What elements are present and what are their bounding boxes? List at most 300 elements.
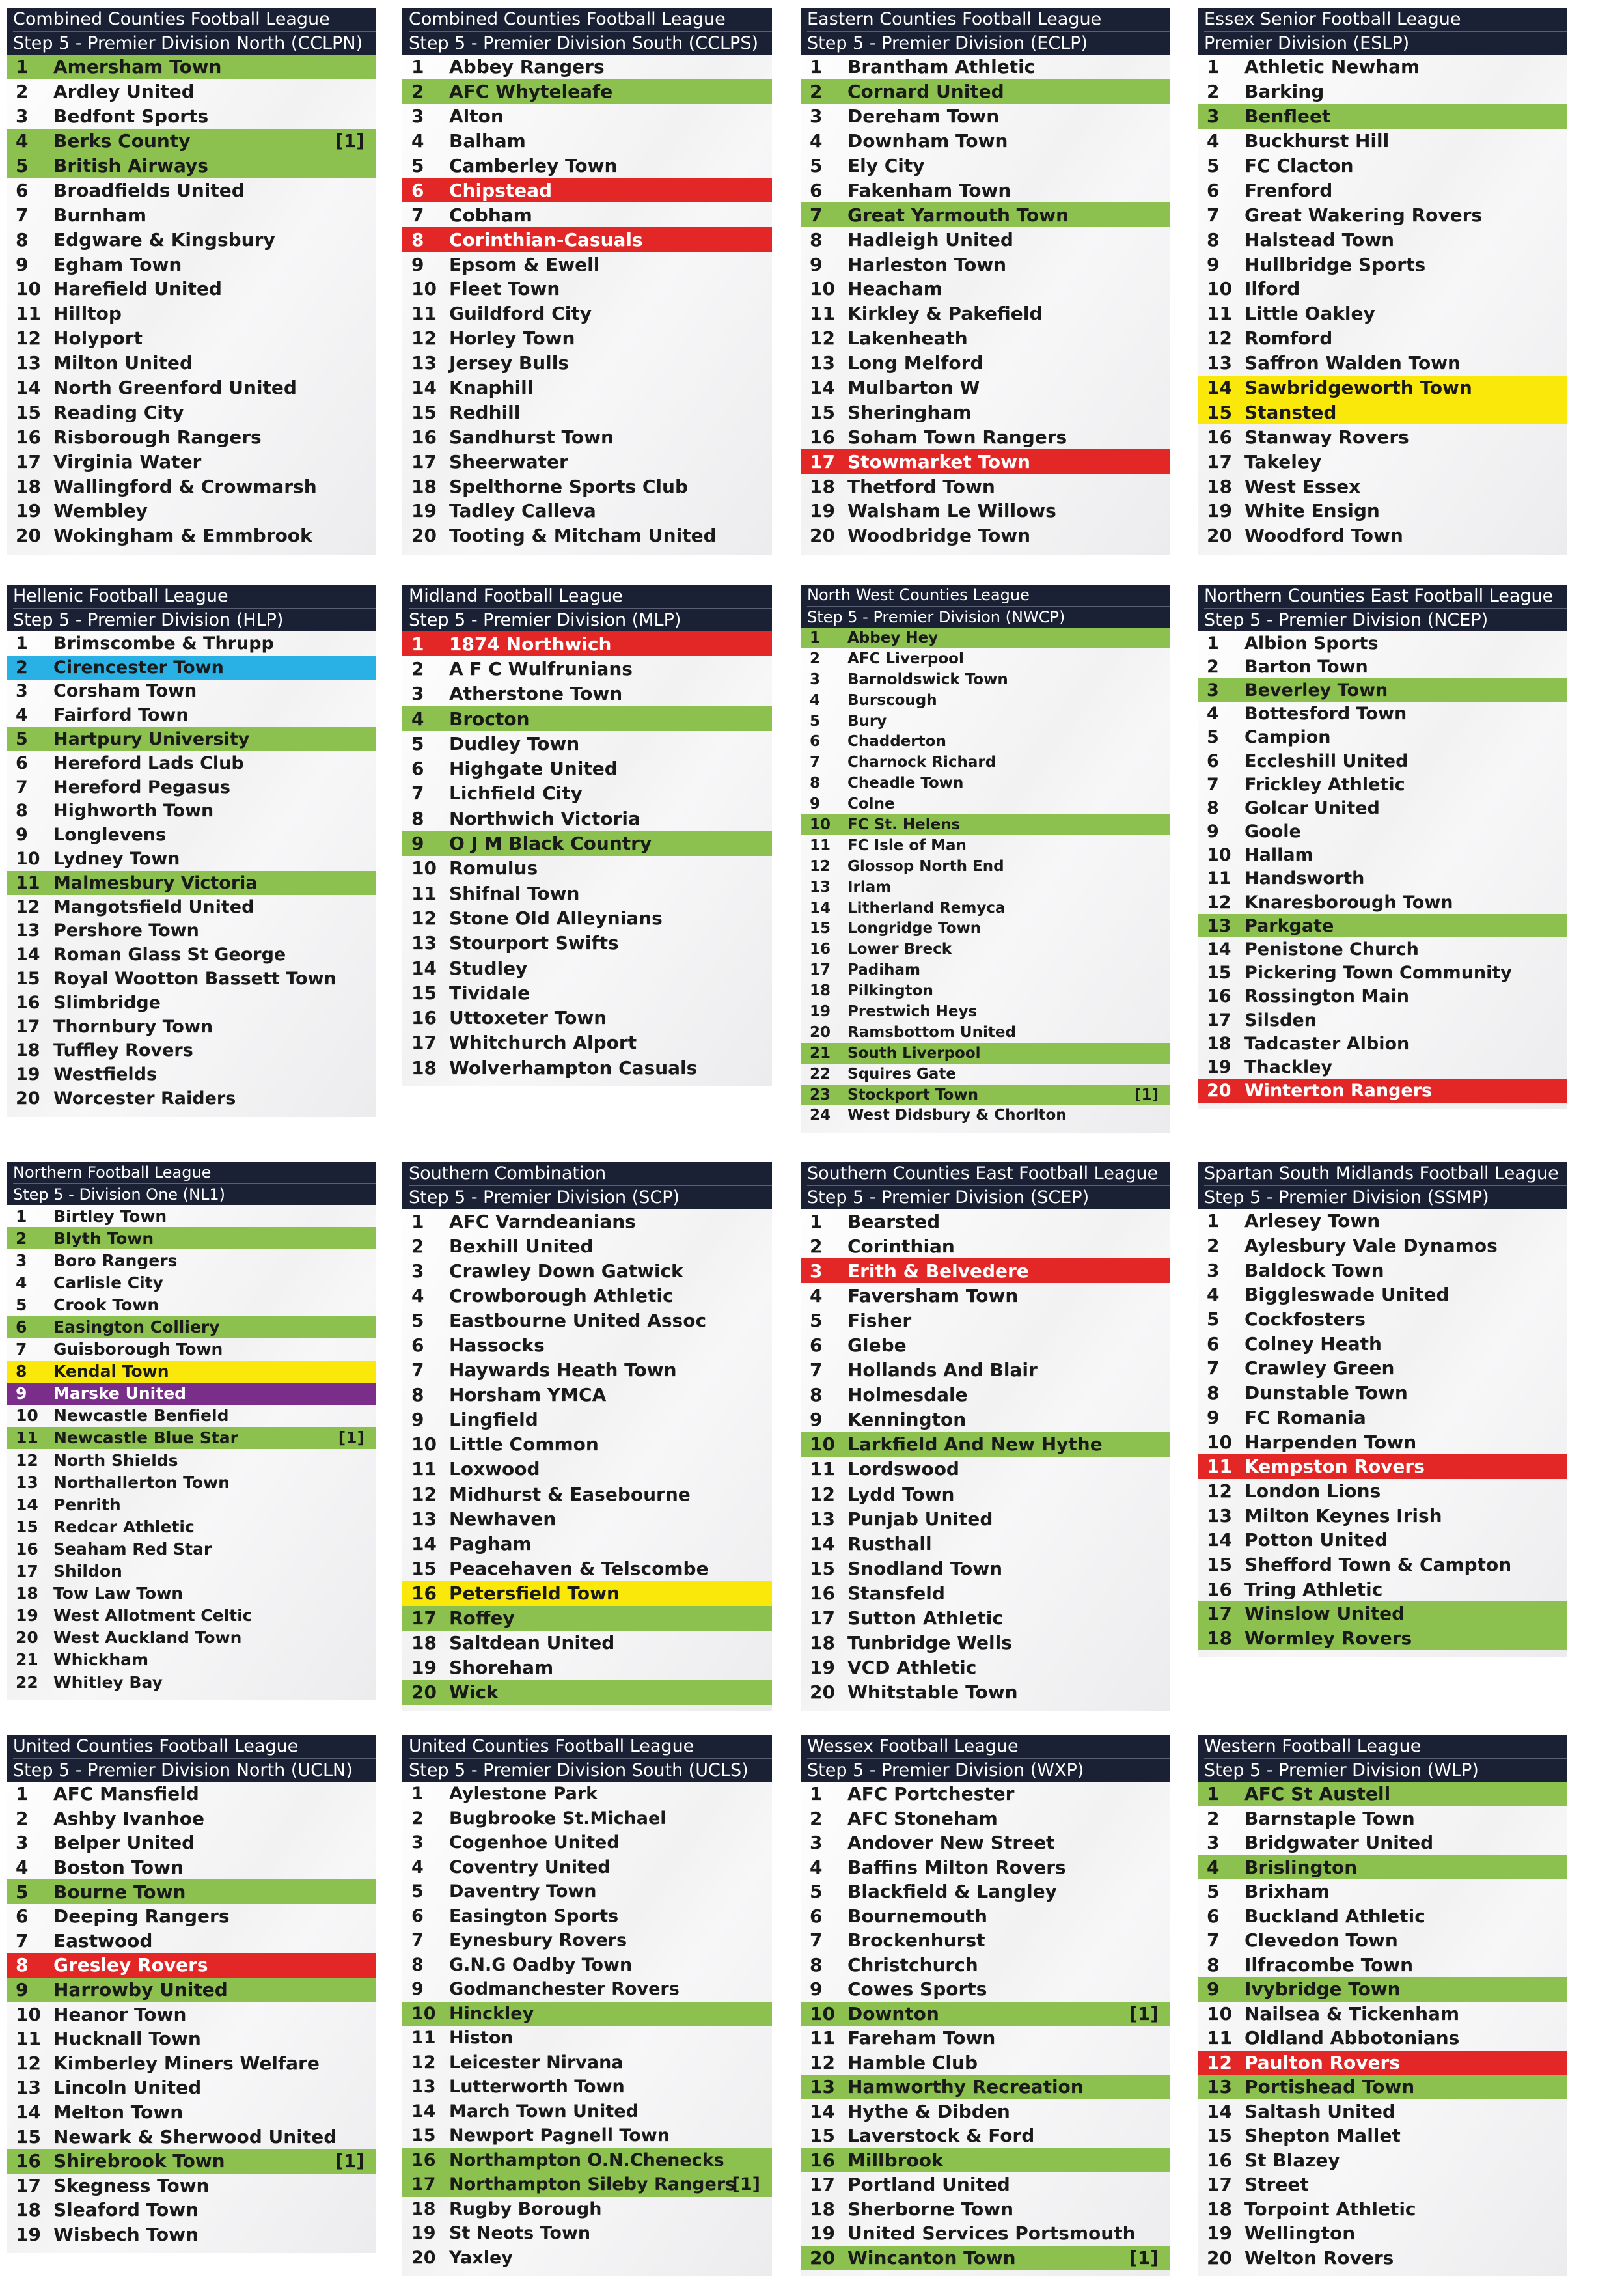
position-number: 6	[810, 1905, 823, 1927]
table-row	[1198, 154, 1567, 178]
club-name: Wisbech Town	[53, 2223, 199, 2245]
league-title: Eastern Counties Football League	[807, 9, 1102, 29]
table-row	[801, 79, 1170, 104]
club-name: Potton United	[1244, 1529, 1388, 1551]
table-row	[1198, 1553, 1567, 1577]
club-name: Deeping Rangers	[53, 1905, 230, 1928]
position-number: 19	[810, 1003, 831, 1020]
position-number: 13	[1207, 352, 1232, 374]
club-name: Rugby Borough	[449, 2198, 602, 2219]
position-number: 2	[810, 650, 821, 667]
table-row	[7, 1062, 376, 1086]
league-table	[7, 631, 376, 1111]
position-number: 5	[810, 155, 823, 176]
league-header	[1198, 1735, 1567, 1782]
position-number: 13	[16, 2077, 41, 2099]
table-row	[402, 2051, 772, 2075]
club-name: AFC Portchester	[847, 1783, 1015, 1805]
table-row	[7, 301, 376, 326]
table-row	[7, 2149, 376, 2174]
league-table	[402, 631, 772, 1080]
position-number: 7	[810, 754, 821, 771]
club-name: Corinthian-Casuals	[449, 228, 643, 251]
table-row	[402, 906, 772, 930]
club-name: Seaham Red Star	[53, 1539, 212, 1558]
position-number: 12	[1207, 1480, 1232, 1502]
club-name: Melton Town	[53, 2101, 184, 2123]
position-number: 7	[810, 1929, 823, 1952]
league-division: Step 5 - Premier Division (SSMP)	[1204, 1185, 1567, 1209]
club-name: Egham Town	[53, 253, 182, 275]
club-name: Lutterworth Town	[449, 2077, 625, 2097]
position-number: 8	[411, 228, 424, 251]
club-name: Frickley Athletic	[1244, 774, 1405, 795]
table-row	[801, 918, 1170, 939]
club-name: Hucknall Town	[53, 2028, 201, 2050]
club-name: Harrowby United	[53, 1979, 228, 2001]
position-number: 11	[411, 1458, 437, 1480]
position-number: 12	[1207, 327, 1232, 350]
position-number: 11	[1207, 2027, 1232, 2049]
club-name: Goole	[1244, 822, 1301, 842]
table-row	[1198, 1831, 1567, 1855]
club-name: Highworth Town	[53, 801, 214, 822]
position-number: 13	[411, 2077, 436, 2097]
position-number: 11	[411, 303, 437, 325]
table-row	[801, 2246, 1170, 2271]
club-name: Great Yarmouth Town	[847, 204, 1069, 226]
table-row	[7, 1493, 376, 1515]
table-row	[1198, 1528, 1567, 1553]
position-number: 9	[1207, 1978, 1220, 2000]
club-name: Blackfield & Langley	[847, 1881, 1057, 1903]
table-row	[801, 1234, 1170, 1258]
league-panel	[801, 1162, 1170, 1711]
club-name: Kimberley Miners Welfare	[53, 2052, 320, 2074]
table-row	[1198, 1430, 1567, 1454]
position-number: 18	[1207, 1627, 1232, 1650]
position-number: 3	[1207, 1832, 1220, 1854]
club-name: Pickering Town Community	[1244, 963, 1512, 984]
table-row	[402, 1879, 772, 1904]
position-number: 2	[1207, 656, 1219, 677]
club-name: Oldland Abbotonians	[1244, 2027, 1460, 2049]
position-number: 14	[411, 377, 437, 399]
position-number: 5	[411, 155, 424, 176]
position-number: 13	[16, 920, 40, 941]
club-name: West Didsbury & Chorlton	[847, 1107, 1067, 1124]
table-row	[801, 1407, 1170, 1432]
position-number: 13	[810, 878, 831, 896]
position-number: 4	[1207, 130, 1220, 152]
table-row	[7, 2222, 376, 2247]
position-number: 4	[411, 708, 424, 730]
table-row	[402, 474, 772, 499]
table-row	[1198, 726, 1567, 749]
table-row	[7, 1538, 376, 1560]
league-header	[402, 585, 772, 631]
club-name: O J M Black Country	[449, 833, 652, 855]
table-row	[801, 898, 1170, 919]
league-table	[1198, 1209, 1567, 1650]
club-name: Loxwood	[449, 1458, 540, 1480]
club-name: Lydney Town	[53, 849, 180, 870]
table-row	[1198, 474, 1567, 499]
table-row	[801, 856, 1170, 877]
table-row	[1198, 301, 1567, 326]
table-row	[7, 2198, 376, 2222]
club-name: Risborough Rangers	[53, 426, 262, 448]
table-row	[7, 656, 376, 680]
club-name: Romulus	[449, 857, 538, 879]
club-name: Portland United	[847, 2174, 1010, 2196]
table-row	[801, 1556, 1170, 1581]
position-number: 6	[16, 753, 28, 773]
table-row	[7, 1929, 376, 1954]
table-row	[402, 2172, 772, 2197]
table-row	[402, 881, 772, 906]
club-name: Wembley	[53, 500, 148, 522]
league-header	[1198, 1162, 1567, 1209]
table-row	[7, 1904, 376, 1929]
table-row	[402, 1333, 772, 1357]
table-row	[402, 1432, 772, 1457]
table-row	[7, 1383, 376, 1405]
table-row	[7, 871, 376, 895]
table-row	[801, 2123, 1170, 2148]
position-number: 19	[16, 1064, 40, 1085]
table-row	[402, 1457, 772, 1482]
position-number: 8	[411, 1954, 424, 1975]
position-number: 1	[16, 1206, 27, 1226]
position-number: 12	[16, 327, 41, 350]
position-number: 20	[810, 525, 835, 547]
position-number: 3	[1207, 105, 1220, 128]
position-number: 11	[810, 2027, 835, 2049]
club-name: Tadcaster Albion	[1244, 1033, 1410, 1054]
table-row	[7, 1449, 376, 1471]
position-number: 10	[1207, 845, 1231, 866]
club-name: Snodland Town	[847, 1557, 1003, 1579]
club-name: Welton Rovers	[1244, 2247, 1394, 2269]
club-name: Fleet Town	[449, 278, 560, 300]
club-name: Stansted	[1244, 401, 1337, 423]
footnote-marker: [1]	[1134, 1086, 1159, 1103]
league-division: Premier Division (ESLP)	[1204, 31, 1567, 55]
club-name: AFC Varndeanians	[449, 1210, 636, 1232]
table-row	[1198, 1454, 1567, 1479]
table-row	[402, 277, 772, 301]
club-name: Whitstable Town	[847, 1681, 1018, 1704]
club-name: St Blazey	[1244, 2149, 1340, 2171]
position-number: 8	[16, 228, 29, 251]
footnote-marker: [1]	[335, 2150, 364, 2172]
club-name: Berks County	[53, 130, 191, 152]
table-row	[1198, 1307, 1567, 1332]
position-number: 16	[1207, 1578, 1232, 1600]
position-number: 14	[411, 2101, 436, 2122]
position-number: 13	[810, 1508, 835, 1530]
club-name: Daventry Town	[449, 1881, 597, 1902]
position-number: 4	[810, 1284, 823, 1307]
table-row	[402, 1258, 772, 1283]
league-title: United Counties Football League	[409, 1736, 694, 1756]
table-row	[801, 2197, 1170, 2222]
table-row	[7, 2026, 376, 2051]
club-name: Harpenden Town	[1244, 1431, 1417, 1453]
position-number: 14	[810, 2100, 835, 2122]
club-name: Stanway Rovers	[1244, 426, 1409, 448]
position-number: 19	[810, 2222, 835, 2245]
table-row	[1198, 914, 1567, 937]
club-name: Andover New Street	[847, 1832, 1055, 1854]
table-row	[7, 1782, 376, 1806]
position-number: 3	[411, 1833, 424, 1853]
club-name: Tunbridge Wells	[847, 1632, 1012, 1654]
position-number: 14	[16, 945, 40, 965]
position-number: 7	[411, 1930, 424, 1951]
position-number: 8	[1207, 228, 1220, 251]
table-row	[801, 1879, 1170, 1904]
position-number: 3	[810, 105, 823, 128]
club-name: AFC Mansfield	[53, 1783, 199, 1805]
table-row	[402, 731, 772, 756]
club-name: Bourne Town	[53, 1881, 186, 1903]
table-row	[801, 1333, 1170, 1357]
position-number: 7	[411, 1359, 424, 1381]
position-number: 10	[16, 2003, 41, 2025]
position-number: 18	[16, 475, 41, 497]
club-name: Holmesdale	[847, 1384, 968, 1406]
position-number: 6	[1207, 179, 1220, 201]
table-row	[402, 1655, 772, 1680]
position-number: 10	[16, 1406, 38, 1426]
position-number: 3	[810, 1832, 823, 1854]
league-title: Spartan South Midlands Football League	[1204, 1163, 1559, 1183]
club-name: North Greenford United	[53, 377, 297, 399]
league-division: Step 5 - Premier Division (SCEP)	[807, 1185, 1170, 1209]
table-row	[801, 2051, 1170, 2075]
club-name: Litherland Remyca	[847, 899, 1006, 917]
league-panel	[7, 8, 376, 555]
club-name: March Town United	[449, 2101, 639, 2122]
club-name: North Shields	[53, 1450, 178, 1470]
position-number: 10	[1207, 2002, 1232, 2025]
club-name: Heanor Town	[53, 2003, 187, 2025]
table-row	[801, 55, 1170, 79]
club-name: Barnstaple Town	[1244, 1807, 1415, 1829]
club-name: Torpoint Athletic	[1244, 2198, 1416, 2220]
position-number: 2	[411, 81, 424, 103]
club-name: West Essex	[1244, 475, 1361, 497]
table-row	[7, 799, 376, 823]
table-row	[1198, 523, 1567, 548]
club-name: Clevedon Town	[1244, 1929, 1398, 1952]
club-name: Royal Wootton Bassett Town	[53, 969, 337, 989]
club-name: Laverstock & Ford	[847, 2125, 1035, 2147]
club-name: Reading City	[53, 401, 184, 423]
position-number: 4	[411, 1284, 424, 1307]
table-row	[402, 1005, 772, 1030]
league-panel	[402, 585, 772, 1086]
position-number: 17	[1207, 1010, 1231, 1030]
club-name: Bury	[847, 712, 887, 730]
table-row	[1198, 2172, 1567, 2197]
club-name: AFC St Austell	[1244, 1783, 1391, 1805]
position-number: 18	[810, 475, 835, 497]
position-number: 14	[411, 1532, 437, 1555]
league-title: Combined Counties Football League	[409, 9, 726, 29]
position-number: 6	[810, 179, 823, 201]
position-number: 20	[810, 1681, 835, 1704]
position-number: 14	[16, 1495, 38, 1514]
table-row	[801, 1043, 1170, 1064]
club-name: Hythe & Dibden	[847, 2100, 1010, 2122]
club-name: Knaphill	[449, 377, 534, 399]
position-number: 11	[810, 837, 831, 854]
position-number: 19	[1207, 500, 1232, 522]
league-title: Northern Counties East Football League	[1204, 586, 1554, 606]
club-name: Marske United	[53, 1384, 187, 1404]
table-row	[7, 79, 376, 104]
table-row	[801, 1358, 1170, 1383]
table-row	[1198, 891, 1567, 914]
position-number: 6	[810, 733, 821, 751]
club-name: Cogenhoe United	[449, 1833, 620, 1853]
club-name: Newcastle Benfield	[53, 1406, 229, 1426]
position-number: 20	[411, 525, 437, 547]
club-name: Belper United	[53, 1832, 195, 1854]
table-row	[402, 1631, 772, 1655]
club-name: Soham Town Rangers	[847, 426, 1067, 448]
position-number: 3	[1207, 1259, 1220, 1281]
footnote-marker: [1]	[1129, 2002, 1159, 2025]
league-division: Step 5 - Premier Division (NWCP)	[807, 606, 1170, 628]
table-row	[1198, 1503, 1567, 1528]
position-number: 17	[411, 450, 437, 473]
position-number: 4	[810, 691, 821, 709]
position-number: 10	[411, 857, 437, 879]
table-row	[1198, 1258, 1567, 1282]
position-number: 18	[411, 1057, 437, 1079]
club-name: Street	[1244, 2174, 1309, 2196]
club-name: Brislington	[1244, 1856, 1358, 1878]
position-number: 13	[810, 352, 835, 374]
table-row	[402, 104, 772, 129]
position-number: 6	[1207, 1905, 1220, 1927]
position-number: 10	[411, 1433, 437, 1456]
table-row	[801, 499, 1170, 523]
table-row	[402, 400, 772, 424]
position-number: 14	[411, 957, 437, 979]
position-number: 4	[411, 130, 424, 152]
league-table	[1198, 631, 1567, 1103]
table-row	[7, 680, 376, 704]
table-row	[1198, 2123, 1567, 2148]
club-name: A F C Wulfrunians	[449, 657, 633, 680]
position-number: 2	[16, 81, 29, 103]
table-row	[402, 2075, 772, 2099]
club-name: Sutton Athletic	[847, 1607, 1003, 1629]
table-row	[801, 1655, 1170, 1680]
league-division: Step 5 - Premier Division (WXP)	[807, 1758, 1170, 1782]
position-number: 2	[411, 1235, 424, 1257]
table-row	[801, 1631, 1170, 1655]
position-number: 8	[810, 775, 821, 792]
club-name: Coventry United	[449, 1857, 611, 1877]
position-number: 17	[411, 1607, 437, 1629]
position-number: 14	[810, 899, 831, 917]
position-number: 16	[1207, 2149, 1232, 2171]
position-number: 3	[810, 671, 821, 688]
club-name: Chadderton	[847, 733, 946, 751]
position-number: 3	[16, 1251, 27, 1270]
table-row	[801, 1806, 1170, 1831]
table-row	[402, 806, 772, 831]
club-name: Cockfosters	[1244, 1308, 1366, 1331]
club-name: Yaxley	[449, 2247, 513, 2268]
club-name: Haywards Heath Town	[449, 1359, 677, 1381]
position-number: 17	[1207, 450, 1232, 473]
table-row	[7, 1015, 376, 1039]
position-number: 8	[411, 1384, 424, 1406]
position-number: 3	[810, 1260, 823, 1282]
table-row	[402, 1531, 772, 1556]
position-number: 15	[411, 1557, 437, 1579]
position-number: 4	[1207, 1856, 1220, 1878]
table-row	[1198, 1953, 1567, 1978]
position-number: 8	[1207, 797, 1219, 818]
club-name: Midhurst & Easebourne	[449, 1483, 691, 1505]
position-number: 1	[1207, 56, 1220, 78]
position-number: 14	[1207, 2100, 1232, 2122]
position-number: 14	[1207, 1529, 1232, 1551]
league-header	[7, 1735, 376, 1782]
footnote-marker: [1]	[732, 2174, 760, 2195]
club-name: Bearsted	[847, 1210, 941, 1232]
club-name: Kirkley & Pakefield	[847, 303, 1043, 325]
table-row	[402, 1383, 772, 1407]
club-name: Leicester Nirvana	[449, 2052, 624, 2073]
club-name: West Allotment Celtic	[53, 1606, 253, 1625]
position-number: 12	[16, 2052, 41, 2074]
position-number: 7	[1207, 1357, 1220, 1379]
position-number: 18	[16, 1040, 40, 1061]
table-row	[801, 752, 1170, 773]
table-row	[7, 1338, 376, 1361]
table-row	[402, 55, 772, 79]
table-row	[402, 1506, 772, 1531]
position-number: 9	[16, 1384, 27, 1404]
table-row	[801, 523, 1170, 548]
position-number: 16	[411, 426, 437, 448]
club-name: Abbey Hey	[847, 629, 939, 646]
club-name: Redhill	[449, 401, 521, 423]
club-name: Northallerton Town	[53, 1473, 230, 1492]
club-name: Northampton O.N.Chenecks	[449, 2150, 724, 2170]
position-number: 11	[810, 1458, 835, 1480]
position-number: 9	[411, 1409, 424, 1431]
position-number: 8	[411, 807, 424, 829]
position-number: 13	[16, 352, 41, 374]
club-name: Shifnal Town	[449, 882, 580, 904]
table-row	[1198, 1079, 1567, 1103]
club-name: Slimbridge	[53, 992, 161, 1013]
club-name: British Airways	[53, 155, 208, 176]
table-row	[801, 773, 1170, 794]
club-name: Brocton	[449, 708, 530, 730]
table-row	[1198, 1806, 1567, 1831]
